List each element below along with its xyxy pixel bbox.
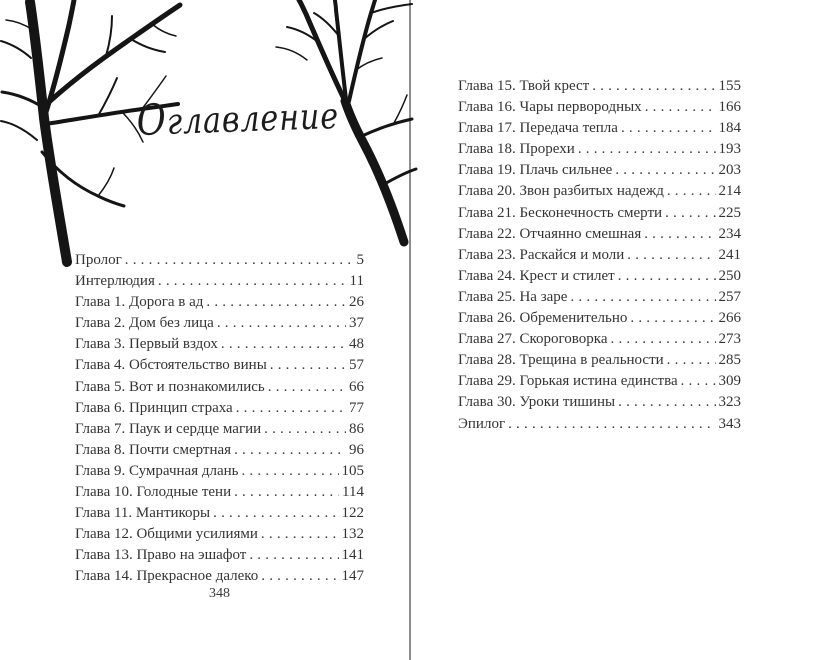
toc-entry-page: 77 xyxy=(349,399,364,416)
toc-entry xyxy=(458,392,741,413)
toc-entry-title: Пролог xyxy=(75,252,122,268)
toc-entry-title: Глава 26. Обременительно xyxy=(458,310,628,327)
toc-entry-page: 132 xyxy=(341,526,364,543)
toc-entry-title: Глава 27. Скороговорка xyxy=(458,331,608,348)
toc-dot-leader xyxy=(667,350,716,371)
toc-entry-title: Глава 18. Прорехи xyxy=(458,141,575,158)
toc-entry xyxy=(458,371,741,392)
toc-entry-page: 203 xyxy=(718,162,741,179)
left-page-number: 348 xyxy=(209,586,230,601)
toc-entry-title: Глава 14. Прекрасное далеко xyxy=(75,568,259,585)
toc-entry-title: Глава 1. Дорога в ад xyxy=(75,294,204,311)
toc-entry-title: Глава 7. Паук и сердце магии xyxy=(75,420,262,437)
toc-entry-page: 241 xyxy=(718,246,741,263)
toc-entry-page: 257 xyxy=(718,288,741,305)
toc-entry-title: Глава 23. Раскайся и моли xyxy=(458,246,625,263)
toc-entry xyxy=(458,245,741,266)
toc-entry-title: Глава 11. Мантикоры xyxy=(75,505,211,522)
toc-entry xyxy=(458,139,741,160)
toc-entry-page: 96 xyxy=(349,441,364,458)
toc-entry-title: Глава 19. Плачь сильнее xyxy=(458,162,613,179)
toc-dot-leader xyxy=(665,203,715,224)
toc-entry xyxy=(458,203,741,224)
toc-entry-page: 105 xyxy=(341,462,364,479)
toc-entry xyxy=(458,118,741,139)
left-page-toc xyxy=(75,250,364,588)
toc-entry xyxy=(458,350,741,371)
toc-entry-title: Глава 28. Трещина в реальности xyxy=(458,352,664,369)
toc-dot-leader xyxy=(681,371,716,392)
toc-dot-leader xyxy=(644,224,715,245)
toc-entry-page: 309 xyxy=(718,373,741,390)
toc-entry-title: Глава 6. Принцип страха xyxy=(75,399,233,416)
toc-dot-leader xyxy=(630,308,715,329)
toc-entry-title: Глава 21. Бесконечность смерти xyxy=(458,204,663,221)
toc-entry xyxy=(75,566,364,587)
toc-entry-page: 57 xyxy=(349,357,364,374)
toc-dot-leader xyxy=(125,250,354,271)
toc-entry xyxy=(458,97,741,118)
toc-dot-leader xyxy=(570,287,715,308)
right-page-toc xyxy=(458,76,741,435)
toc-entry-title: Эпилог xyxy=(458,415,506,432)
toc-entry xyxy=(75,377,364,398)
toc-entry xyxy=(458,414,741,435)
toc-dot-leader xyxy=(578,139,716,160)
toc-entry-page: 285 xyxy=(718,352,741,369)
toc-entry-title: Глава 15. Твой крест xyxy=(458,78,590,94)
toc-entry xyxy=(75,482,364,503)
toc-entry-title: Глава 12. Общими усилиями xyxy=(75,526,258,543)
toc-entry-page: 155 xyxy=(718,78,741,94)
toc-dot-leader xyxy=(615,160,715,181)
toc-entry-title: Глава 16. Чары первородных xyxy=(458,99,642,116)
toc-dot-leader xyxy=(592,76,715,97)
toc-dot-leader xyxy=(645,97,716,118)
toc-dot-leader xyxy=(627,245,715,266)
toc-entry-title: Глава 24. Крест и стилет xyxy=(458,267,615,284)
toc-entry-page: 26 xyxy=(349,294,364,311)
toc-entry xyxy=(458,287,741,308)
toc-entry-title: Глава 25. На заре xyxy=(458,288,568,305)
toc-dot-leader xyxy=(249,545,338,566)
toc-entry xyxy=(75,398,364,419)
toc-dot-leader xyxy=(261,524,339,545)
toc-entry-title: Глава 2. Дом без лица xyxy=(75,315,214,332)
toc-entry xyxy=(458,308,741,329)
toc-entry-page: 193 xyxy=(718,141,741,158)
toc-dot-leader xyxy=(621,118,716,139)
toc-entry-title: Глава 8. Почти смертная xyxy=(75,441,232,458)
toc-entry-page: 48 xyxy=(349,336,364,353)
toc-entry xyxy=(75,524,364,545)
toc-entry-page: 66 xyxy=(349,378,364,395)
toc-entry-page: 11 xyxy=(349,273,364,290)
toc-entry-page: 37 xyxy=(349,315,364,332)
toc-entry-title: Глава 10. Голодные тени xyxy=(75,484,232,501)
toc-entry xyxy=(75,440,364,461)
toc-entry-title: Глава 30. Уроки тишины xyxy=(458,394,616,411)
toc-entry-title: Глава 22. Отчаянно смешная xyxy=(458,225,642,242)
toc-entry xyxy=(458,181,741,202)
toc-dot-leader xyxy=(270,355,346,376)
toc-entry xyxy=(75,271,364,292)
toc-entry-title: Глава 3. Первый вздох xyxy=(75,336,218,353)
toc-entry-title: Глава 20. Звон разбитых надежд xyxy=(458,183,664,200)
toc-entry xyxy=(75,292,364,313)
toc-dot-leader xyxy=(221,334,346,355)
toc-entry-page: 5 xyxy=(356,252,364,268)
toc-entry xyxy=(458,266,741,287)
toc-entry-page: 250 xyxy=(718,267,741,284)
toc-entry xyxy=(75,545,364,566)
toc-entry-title: Глава 4. Обстоятельство вины xyxy=(75,357,267,374)
toc-entry xyxy=(75,250,364,271)
toc-entry-page: 147 xyxy=(341,568,364,585)
toc-entry xyxy=(458,76,741,97)
toc-dot-leader xyxy=(213,503,338,524)
toc-entry-title: Глава 29. Горькая истина единства xyxy=(458,373,678,390)
toc-heading: Оглавление xyxy=(135,95,340,146)
toc-entry-page: 114 xyxy=(342,484,364,501)
toc-dot-leader xyxy=(236,398,346,419)
toc-dot-leader xyxy=(234,440,346,461)
toc-entry xyxy=(75,334,364,355)
toc-entry xyxy=(458,329,741,350)
toc-entry xyxy=(458,224,741,245)
toc-dot-leader xyxy=(618,266,716,287)
toc-entry xyxy=(75,461,364,482)
toc-entry xyxy=(75,313,364,334)
toc-dot-leader xyxy=(158,271,347,292)
toc-entry-title: Глава 13. Право на эшафот xyxy=(75,547,247,564)
toc-entry-page: 225 xyxy=(718,204,741,221)
toc-dot-leader xyxy=(508,414,715,435)
page-gutter-divider xyxy=(409,0,411,660)
toc-entry-page: 343 xyxy=(718,415,741,432)
toc-entry-page: 166 xyxy=(718,99,741,116)
toc-entry-page: 122 xyxy=(341,505,364,522)
toc-entry-title: Глава 17. Передача тепла xyxy=(458,120,618,137)
toc-entry-page: 86 xyxy=(349,420,364,437)
toc-dot-leader xyxy=(241,461,338,482)
toc-entry-page: 214 xyxy=(718,183,741,200)
toc-entry-title: Глава 5. Вот и познакомились xyxy=(75,378,265,395)
toc-dot-leader xyxy=(261,566,338,587)
toc-dot-leader xyxy=(264,419,346,440)
toc-dot-leader xyxy=(206,292,346,313)
toc-dot-leader xyxy=(667,181,716,202)
toc-entry xyxy=(75,419,364,440)
toc-entry-title: Глава 9. Сумрачная длань xyxy=(75,462,239,479)
toc-dot-leader xyxy=(618,392,715,413)
toc-dot-leader xyxy=(217,313,346,334)
toc-entry-page: 266 xyxy=(718,310,741,327)
toc-entry xyxy=(458,160,741,181)
toc-dot-leader xyxy=(611,329,716,350)
toc-entry-page: 323 xyxy=(718,394,741,411)
toc-entry xyxy=(75,355,364,376)
toc-entry-page: 273 xyxy=(718,331,741,348)
toc-dot-leader xyxy=(268,377,346,398)
toc-entry-title: Интерлюдия xyxy=(75,273,155,290)
toc-dot-leader xyxy=(234,482,339,503)
toc-entry xyxy=(75,503,364,524)
toc-entry-page: 234 xyxy=(718,225,741,242)
toc-entry-page: 141 xyxy=(341,547,364,564)
toc-entry-page: 184 xyxy=(718,120,741,137)
